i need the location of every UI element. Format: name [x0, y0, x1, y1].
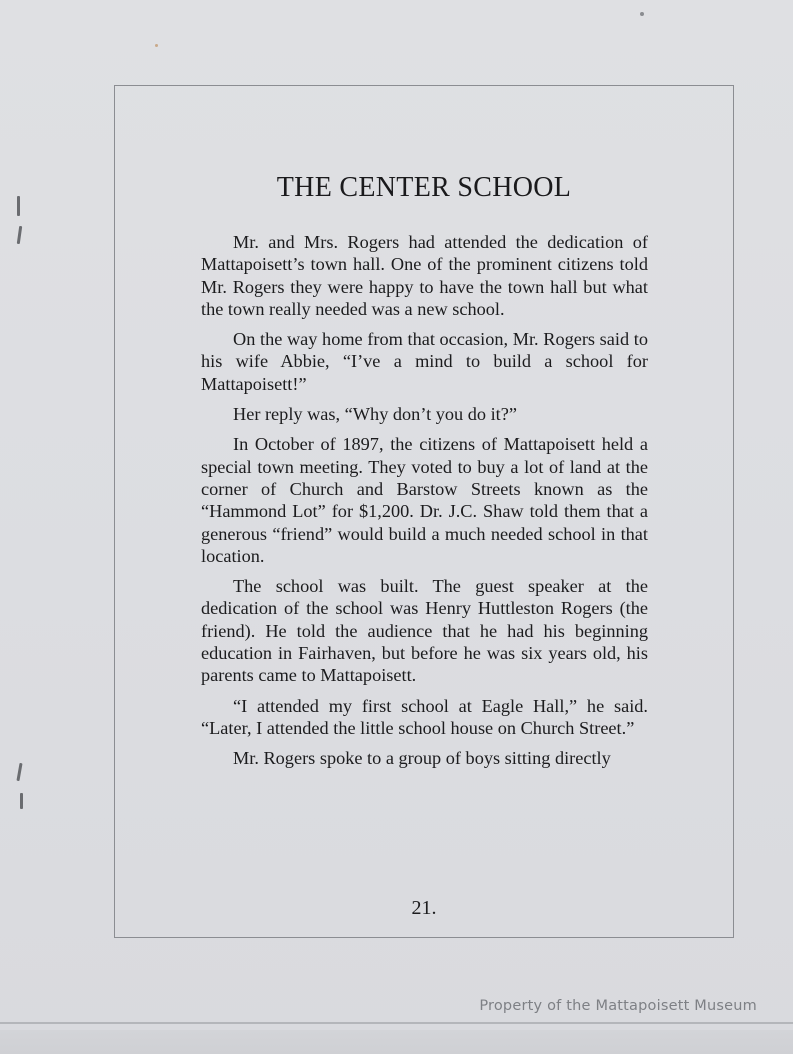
page-number: 21. — [411, 897, 437, 919]
binding-mark — [17, 226, 22, 244]
paragraph: Mr. Rogers spoke to a group of boys sitting directly — [233, 748, 611, 769]
museum-watermark: Property of the Mattapoisett Museum — [479, 998, 757, 1014]
binding-mark — [17, 196, 20, 216]
body-text — [201, 231, 648, 778]
scan-speck — [155, 44, 158, 47]
page-title: THE CENTER SCHOOL — [276, 172, 572, 203]
scan-speck — [640, 12, 644, 16]
binding-mark — [20, 793, 23, 809]
paragraph: On the way home from that occasion, Mr. Rogers said to his wife Abbie, “I’ve a mind to build a school for Mattapoisett!” — [201, 329, 648, 394]
scan-edge-line — [0, 1022, 793, 1024]
paragraph: “I attended my first school at Eagle Hall,” he said. “Later, I attended the little school house on Church Street.” — [201, 695, 648, 738]
scan-bottom-edge — [0, 1030, 793, 1054]
paragraph: In October of 1897, the citizens of Mattapoisett held a special town meeting. They voted to buy a lot of land at the corner of Church and Barstow Streets known as the “Hammond Lot” for $1,200. Dr. J.C. Shaw told them that a generous “friend” would build a much needed school in that location. — [201, 434, 648, 566]
paragraph: Her reply was, “Why don’t you do it?” — [233, 404, 517, 425]
binding-mark — [16, 763, 22, 781]
paragraph: Mr. and Mrs. Rogers had attended the dedication of Mattapoisett’s town hall. One of the prominent citizens told Mr. Rogers they were happy to have the town hall but what the town really needed was a new school. — [201, 232, 648, 319]
paragraph: The school was built. The guest speaker at the dedication of the school was Henry Huttleston Rogers (the friend). He told the audience that he had his beginning education in Fairhaven, but before he was six years old, his parents came to Mattapoisett. — [201, 576, 648, 686]
